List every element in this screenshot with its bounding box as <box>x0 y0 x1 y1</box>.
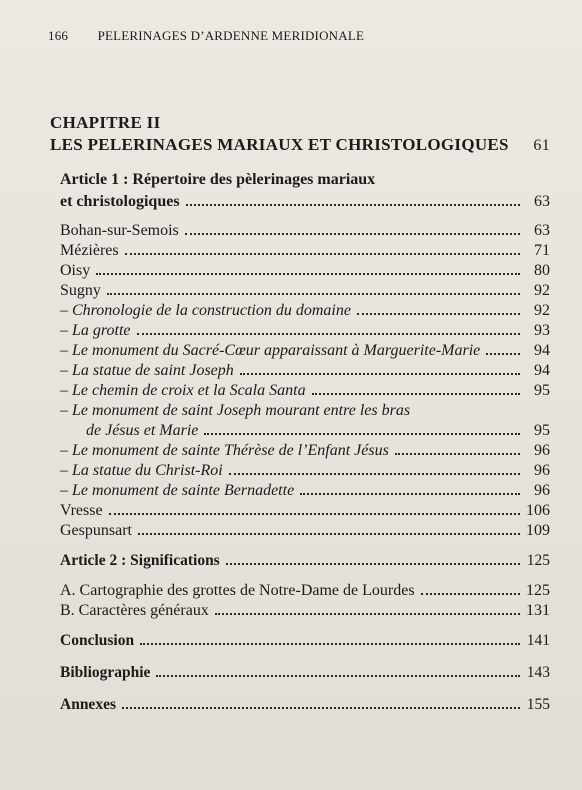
section-annexes <box>50 693 550 717</box>
article-2-title: Article 2 : Significations <box>60 552 220 569</box>
entry-page: 63 <box>534 222 550 239</box>
chapter-page: 61 <box>533 137 550 154</box>
toc-subentry <box>60 381 550 401</box>
places-list-2 <box>50 501 550 541</box>
dot-leader <box>109 513 520 515</box>
section-page: 141 <box>526 632 550 649</box>
dot-leader <box>185 233 520 235</box>
dot-leader <box>96 273 520 275</box>
chapter-number: CHAPITRE II <box>50 113 161 132</box>
places-list <box>50 221 550 301</box>
toc-entry <box>60 521 550 541</box>
dot-leader <box>122 707 520 709</box>
toc-entry <box>60 241 550 261</box>
toc-entry <box>60 281 550 301</box>
entry-label: – Le monument du Sacré-Cœur apparaissant à Marguerite-Marie <box>60 342 481 359</box>
toc-subentry <box>60 301 550 321</box>
dot-leader <box>186 204 520 206</box>
table-of-contents <box>50 112 550 717</box>
dot-leader <box>140 643 520 645</box>
entry-label: – Le monument de sainte Thérèse de l’Enfant Jésus <box>60 442 389 459</box>
article-1-title-line1: Article 1 : Répertoire des pèlerinages mariaux <box>60 171 376 188</box>
entry-page: 96 <box>534 462 550 479</box>
entry-label: – Le chemin de croix et la Scala Santa <box>60 382 306 399</box>
entry-label-line1: – Le monument de saint Joseph mourant entre les bras <box>60 402 411 419</box>
section-page: 155 <box>526 696 550 713</box>
running-header <box>48 28 364 44</box>
running-title: PELERINAGES D’ARDENNE MERIDIONALE <box>97 28 365 43</box>
entry-label: Oisy <box>60 262 91 279</box>
dot-leader <box>421 593 520 595</box>
dot-leader <box>107 293 520 295</box>
section-bibliographie <box>50 661 550 685</box>
entry-page: 96 <box>534 442 550 459</box>
entry-page: 92 <box>534 282 550 299</box>
entry-label-line2: de Jésus et Marie <box>86 422 199 439</box>
entry-page: 131 <box>526 602 550 619</box>
article-2-items <box>50 581 550 621</box>
entry-label: – La statue du Christ-Roi <box>60 462 223 479</box>
toc-entry <box>60 501 550 521</box>
dot-leader <box>300 493 520 495</box>
entry-label: B. Caractères généraux <box>60 602 209 619</box>
entry-label: Sugny <box>60 282 101 299</box>
toc-subentry <box>60 361 550 381</box>
toc-entry <box>60 221 550 241</box>
toc-entry <box>60 601 550 621</box>
toc-entry <box>60 581 550 601</box>
toc-subentry <box>60 441 550 461</box>
dot-leader <box>156 675 520 677</box>
toc-subentry <box>60 341 550 361</box>
entry-page: 125 <box>526 582 550 599</box>
entry-label: Gespunsart <box>60 522 132 539</box>
entry-page: 95 <box>534 422 550 439</box>
entry-page: 94 <box>534 342 550 359</box>
toc-subentry <box>60 481 550 501</box>
dot-leader <box>357 313 520 315</box>
dot-leader <box>204 433 520 435</box>
chapter-title: LES PELERINAGES MARIAUX ET CHRISTOLOGIQUES <box>50 135 509 154</box>
section-page: 143 <box>526 664 550 681</box>
entry-page: 95 <box>534 382 550 399</box>
entry-label: Vresse <box>60 502 103 519</box>
section-conclusion <box>50 629 550 653</box>
dot-leader <box>138 533 520 535</box>
dot-leader <box>486 353 520 355</box>
entry-label: A. Cartographie des grottes de Notre-Dame de Lourdes <box>60 582 415 599</box>
entry-page: 93 <box>534 322 550 339</box>
dot-leader <box>312 393 520 395</box>
dot-leader <box>229 473 520 475</box>
sugny-subentries <box>50 301 550 501</box>
article-1-title-line2: et christologiques <box>60 193 180 210</box>
dot-leader <box>137 333 520 335</box>
toc-subentry <box>60 461 550 481</box>
toc-entry <box>60 261 550 281</box>
dot-leader <box>395 453 520 455</box>
entry-page: 106 <box>526 502 550 519</box>
toc-subentry <box>60 321 550 341</box>
entry-page: 109 <box>526 522 550 539</box>
dot-leader <box>215 613 520 615</box>
section-title: Bibliographie <box>60 664 151 681</box>
entry-label: – Le monument de sainte Bernadette <box>60 482 295 499</box>
chapter-heading <box>50 112 550 157</box>
article-2-page: 125 <box>526 552 550 569</box>
page-number: 166 <box>48 28 69 43</box>
entry-label: Bohan-sur-Semois <box>60 222 179 239</box>
entry-label: Mézières <box>60 242 119 259</box>
entry-page: 71 <box>534 242 550 259</box>
section-title: Annexes <box>60 696 116 713</box>
entry-page: 96 <box>534 482 550 499</box>
toc-subentry-multiline <box>60 401 550 441</box>
entry-label: – Chronologie de la construction du domaine <box>60 302 351 319</box>
entry-page: 80 <box>534 262 550 279</box>
dot-leader <box>226 563 520 565</box>
entry-page: 94 <box>534 362 550 379</box>
entry-label: – La grotte <box>60 322 131 339</box>
article-1-heading <box>50 169 550 213</box>
section-title: Conclusion <box>60 632 135 649</box>
article-2-heading <box>50 549 550 573</box>
entry-page: 92 <box>534 302 550 319</box>
article-1-page: 63 <box>534 193 550 210</box>
entry-label: – La statue de saint Joseph <box>60 362 234 379</box>
dot-leader <box>125 253 520 255</box>
dot-leader <box>240 373 520 375</box>
